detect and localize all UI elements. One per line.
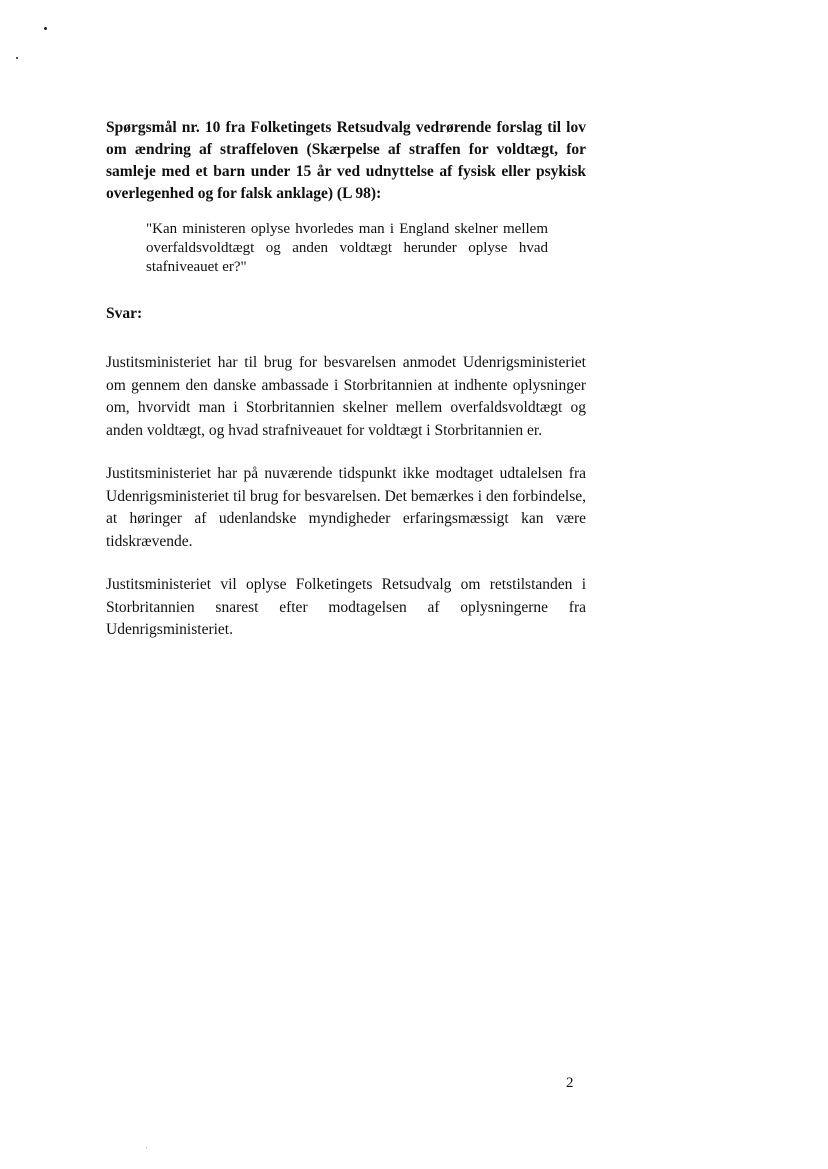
scan-speck [146, 1147, 147, 1148]
answer-paragraph: Justitsministeriet har på nuværende tidspunkt ikke modtaget udtalelsen fra Udenrigsministeriet til brug for besvarelsen. Det bemærkes i den forbindelse, at høringer af udenlandske myndigheder erfaringsmæssigt kan være tidskrævende. [106, 465, 586, 550]
question-quote: "Kan ministeren oplyse hvorledes man i England skelner mellem overfaldsvoldtægt og anden voldtægt herunder oplyse hvad stafniveauet er?" [146, 221, 548, 275]
page-number: 2 [566, 1075, 574, 1091]
question-heading: Spørgsmål nr. 10 fra Folketingets Retsudvalg vedrørende forslag til lov om ændring af straffeloven (Skærpelse af straffen for voldtægt, for samleje med et barn under 15 år ved udnyttelse af fysisk eller psykisk overlegenhed og for falsk anklage) (L 98): [106, 119, 586, 202]
document-body [106, 117, 586, 642]
answer-label: Svar: [106, 305, 143, 322]
scan-speck [44, 27, 47, 30]
scan-speck [16, 57, 18, 59]
answer-paragraph: Justitsministeriet vil oplyse Folketingets Retsudvalg om retstilstanden i Storbritannien snarest efter modtagelsen af oplysningerne fra Udenrigsministeriet. [106, 576, 586, 638]
answer-paragraph: Justitsministeriet har til brug for besvarelsen anmodet Udenrigsministeriet om gennem den danske ambassade i Storbritannien at indhente oplysninger om, hvorvidt man i Storbritannien skelner mellem overfaldsvoldtægt og anden voldtægt, og hvad strafniveauet for voldtægt i Storbritannien er. [106, 354, 586, 439]
